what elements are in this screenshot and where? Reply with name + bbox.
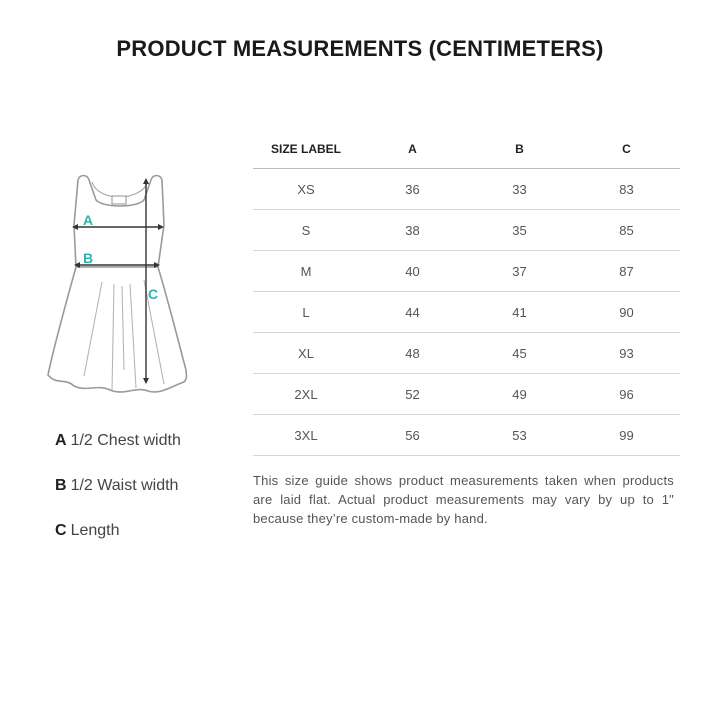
legend-item-a (55, 430, 255, 475)
cell-c: 87 (573, 251, 680, 292)
dress-neckline (92, 182, 148, 197)
header-a: A (359, 130, 466, 169)
cell-c: 83 (573, 169, 680, 210)
size-table (253, 130, 680, 456)
dress-label-tag (112, 196, 126, 204)
legend-item-c (55, 520, 255, 565)
legend-text: 1/2 Chest width (70, 432, 181, 449)
legend-key: C (55, 522, 67, 539)
cell-size: XL (253, 333, 359, 374)
size-guide-note: This size guide shows product measurements taken when products are laid flat. Actual product measurements may vary by up to 1" because they’re custom-made by hand. (253, 473, 674, 526)
legend-text: Length (70, 522, 120, 539)
cell-b: 33 (466, 169, 573, 210)
cell-b: 45 (466, 333, 573, 374)
table-row (253, 292, 680, 333)
dress-illustration (40, 170, 200, 405)
marker-c: C (148, 286, 159, 302)
table-row (253, 333, 680, 374)
cell-c: 96 (573, 374, 680, 415)
legend-item-b (55, 475, 255, 520)
page-title: PRODUCT MEASUREMENTS (CENTIMETERS) (116, 36, 604, 61)
cell-size: 2XL (253, 374, 359, 415)
cell-a: 40 (359, 251, 466, 292)
dress-diagram (40, 170, 200, 405)
cell-b: 37 (466, 251, 573, 292)
cell-c: 90 (573, 292, 680, 333)
marker-b: B (83, 250, 94, 266)
table-row (253, 210, 680, 251)
table-header-row (253, 130, 680, 169)
dress-skirt-outline (48, 267, 187, 392)
table-row (253, 374, 680, 415)
cell-a: 52 (359, 374, 466, 415)
header-c: C (573, 130, 680, 169)
cell-a: 36 (359, 169, 466, 210)
legend-key: B (55, 477, 67, 494)
cell-a: 56 (359, 415, 466, 456)
cell-c: 93 (573, 333, 680, 374)
arrow-c-head-top (143, 178, 149, 184)
table-row (253, 169, 680, 210)
cell-b: 53 (466, 415, 573, 456)
cell-a: 38 (359, 210, 466, 251)
header-size-label: SIZE LABEL (253, 130, 359, 169)
cell-size: 3XL (253, 415, 359, 456)
cell-b: 41 (466, 292, 573, 333)
marker-a: A (83, 212, 94, 228)
cell-size: L (253, 292, 359, 333)
cell-c: 85 (573, 210, 680, 251)
header-b: B (466, 130, 573, 169)
cell-size: S (253, 210, 359, 251)
cell-size: XS (253, 169, 359, 210)
cell-c: 99 (573, 415, 680, 456)
legend-text: 1/2 Waist width (70, 477, 179, 494)
cell-b: 35 (466, 210, 573, 251)
cell-a: 48 (359, 333, 466, 374)
table-row (253, 251, 680, 292)
cell-a: 44 (359, 292, 466, 333)
cell-size: M (253, 251, 359, 292)
cell-b: 49 (466, 374, 573, 415)
legend-key: A (55, 432, 67, 449)
measurement-legend (55, 430, 255, 565)
table-row (253, 415, 680, 456)
